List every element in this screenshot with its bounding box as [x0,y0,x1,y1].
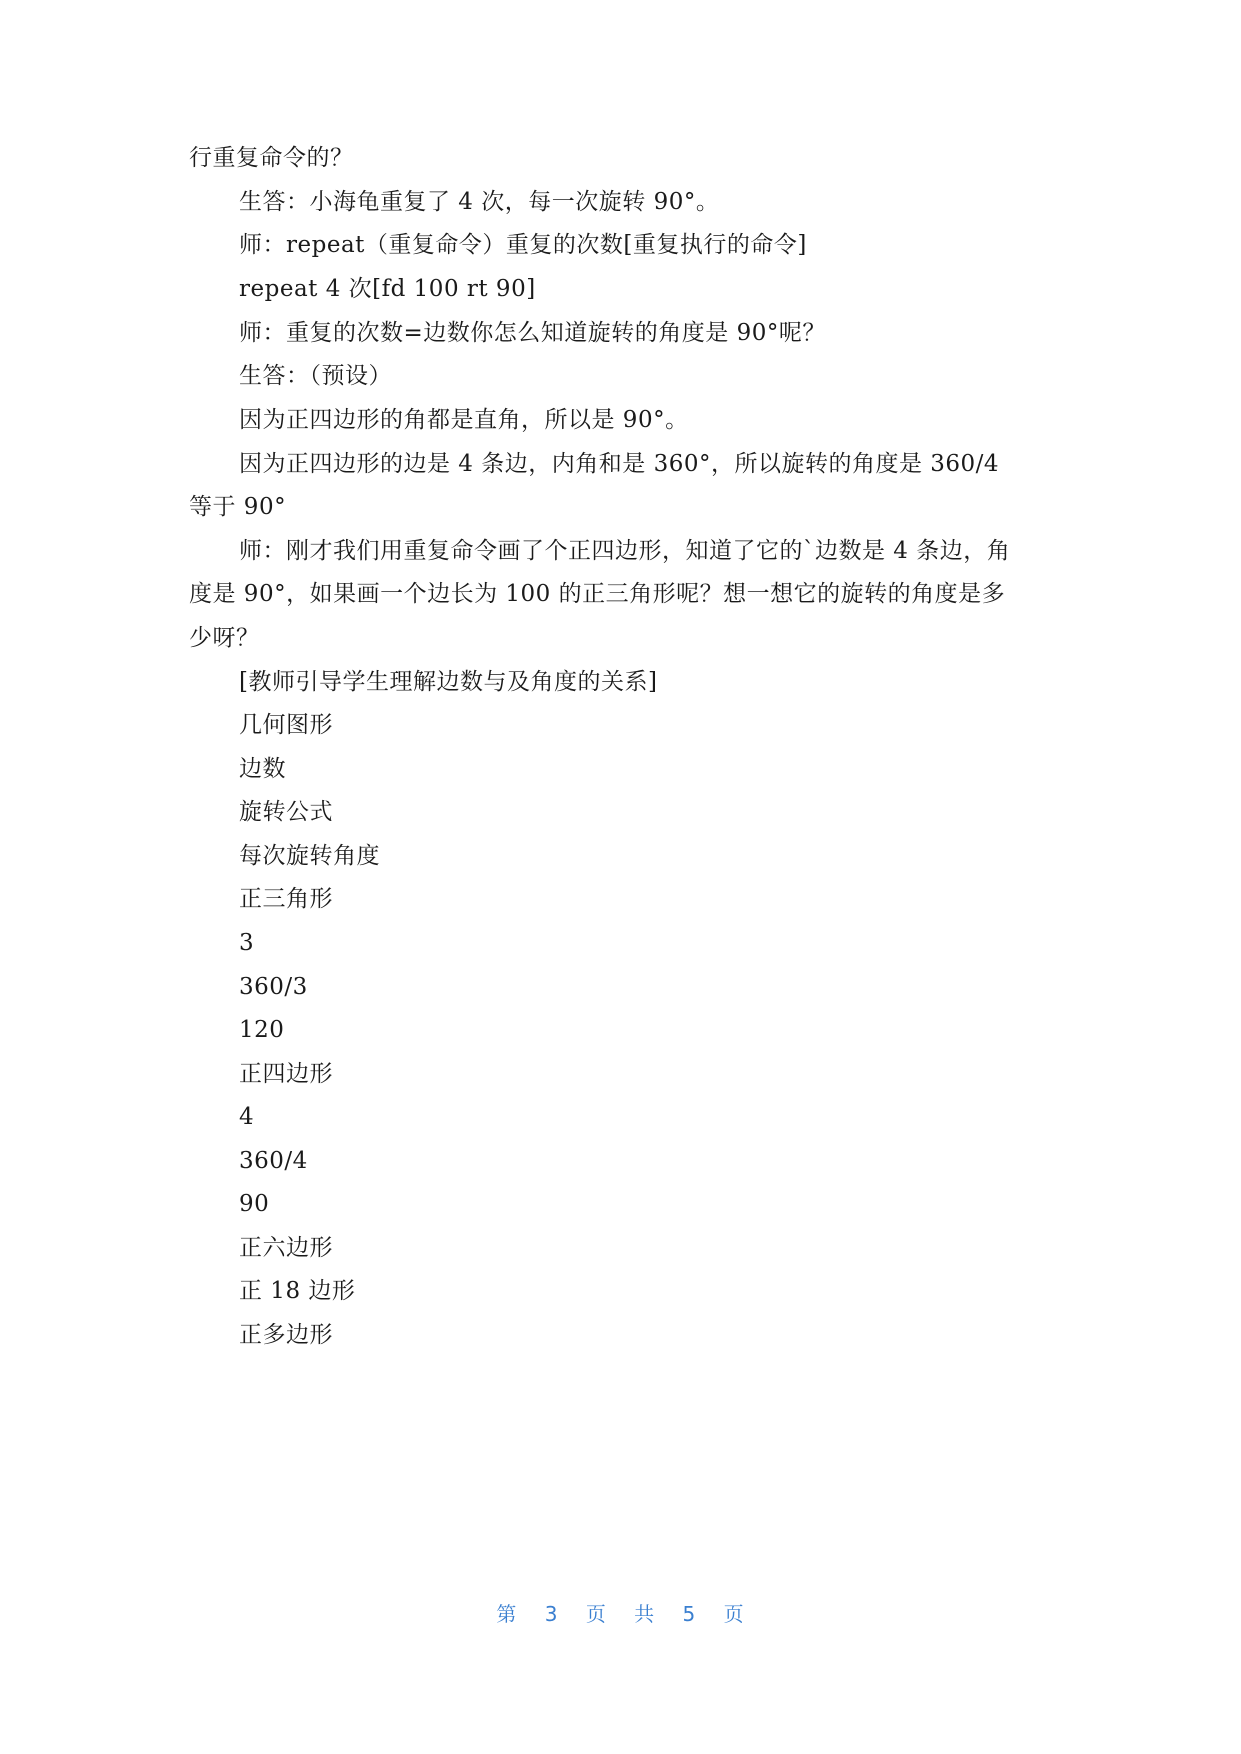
text-line: 几何图形 [239,712,333,738]
text-line: [教师引导学生理解边数与及角度的关系] [239,669,658,695]
text-line: 师：刚才我们用重复命令画了个正四边形，知道了它的`边数是 4 条边，角 [239,538,1011,564]
text-line: 因为正四边形的边是 4 条边，内角和是 360°，所以旋转的角度是 360/4 [239,451,1000,477]
total-page-number: 5 [682,1602,697,1626]
text-line: 正 18 边形 [239,1278,356,1304]
text-line: 90 [239,1191,270,1217]
text-line: 师：repeat（重复命令）重复的次数[重复执行的命令] [239,232,807,258]
text-line: 120 [239,1017,285,1043]
text-line: 生答：（预设） [239,363,392,389]
text-line: 度是 90°，如果画一个边长为 100 的正三角形呢？想一想它的旋转的角度是多 [189,581,1006,607]
text-line: 3 [239,930,255,956]
text-line: 正多边形 [239,1322,333,1348]
text-line: 正六边形 [239,1235,333,1261]
text-line: 4 [239,1104,255,1130]
page-label-di: 第 [496,1602,518,1626]
text-line: 少呀？ [189,625,260,651]
text-line: 边数 [239,756,286,782]
text-line: repeat 4 次[fd 100 rt 90] [239,276,536,302]
text-line: 等于 90° [189,494,287,520]
page-footer [0,1600,1241,1628]
text-line: 360/3 [239,974,308,1000]
text-line: 正三角形 [239,886,333,912]
text-line: 旋转公式 [239,799,333,825]
text-line: 行重复命令的？ [189,145,354,171]
page-label-ye2: 页 [723,1602,745,1626]
current-page-number: 3 [544,1602,559,1626]
text-line: 师：重复的次数=边数你怎么知道旋转的角度是 90°呢？ [239,320,826,346]
text-line: 生答：小海龟重复了 4 次，每一次旋转 90°。 [239,189,720,215]
text-line: 因为正四边形的角都是直角，所以是 90°。 [239,407,689,433]
page-label-gong: 共 [634,1602,656,1626]
text-line: 每次旋转角度 [239,843,380,869]
text-line: 360/4 [239,1148,308,1174]
page-label-ye: 页 [585,1602,607,1626]
text-line: 正四边形 [239,1061,333,1087]
